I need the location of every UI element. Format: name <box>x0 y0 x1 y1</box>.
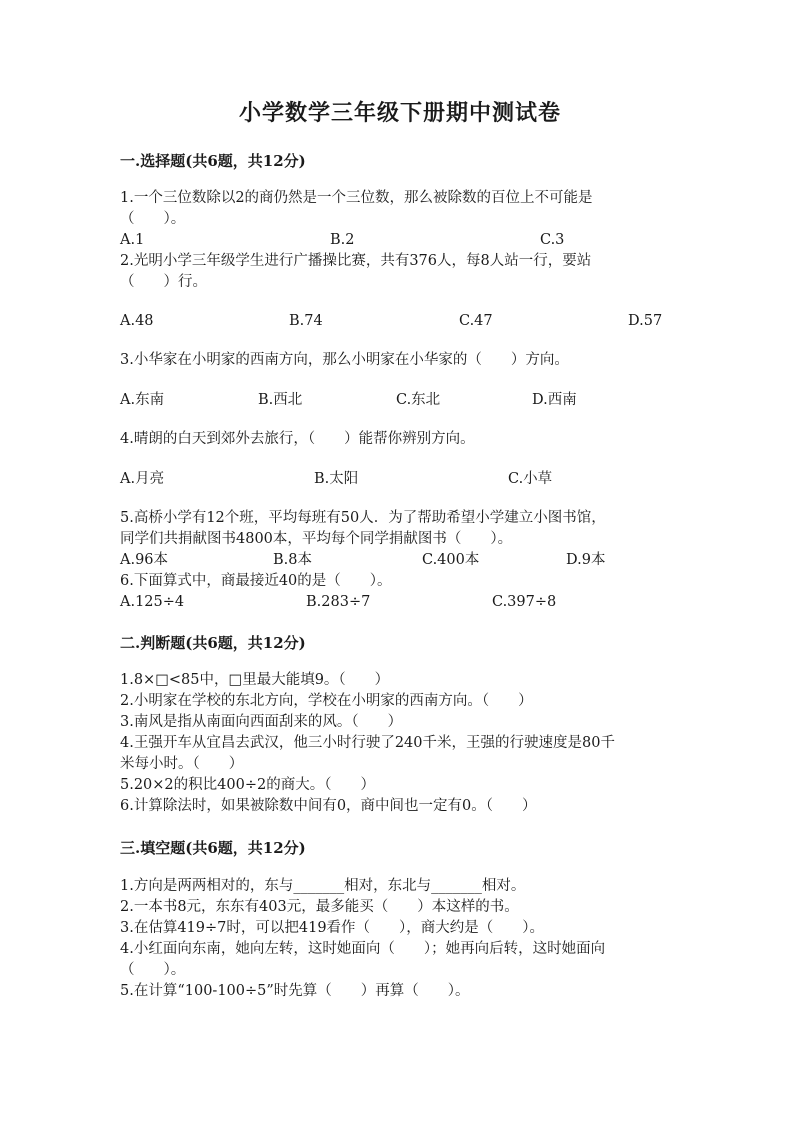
judge-line: 4.王强开车从宜昌去武汉，他三小时行驶了240千米，王强的行驶速度是80千 <box>120 735 615 751</box>
question-text: 2.光明小学三年级学生进行广播操比赛，共有376人，每8人站一行，要站 <box>120 253 592 269</box>
option-b: B.74 <box>289 313 323 329</box>
question-text: 6.下面算式中，商最接近40的是（ ）。 <box>120 573 392 589</box>
option-d: D.57 <box>628 313 663 329</box>
fill-line: 4.小红面向东南，她向左转，这时她面向（ ）；她再向后转，这时她面向 <box>120 941 606 957</box>
question-text: 3.小华家在小明家的西南方向，那么小明家在小华家的（ ）方向。 <box>120 352 569 368</box>
fill-line: 3.在估算419÷7时，可以把419看作（ ），商大约是（ ）。 <box>120 920 545 936</box>
option-c: C.东北 <box>396 392 441 408</box>
option-a: A.48 <box>120 313 154 329</box>
option-a: A.1 <box>120 232 145 248</box>
option-a: A.96本 <box>120 552 169 568</box>
option-b: B.2 <box>330 232 355 248</box>
option-c: C.400本 <box>422 552 480 568</box>
option-b: B.8本 <box>273 552 312 568</box>
option-b: B.283÷7 <box>306 594 371 610</box>
judge-line: 米每小时。（ ） <box>120 756 244 772</box>
option-a: A.东南 <box>120 392 165 408</box>
option-c: C.3 <box>540 232 565 248</box>
section-heading-fill: 三.填空题(共6题，共12分) <box>120 839 306 857</box>
option-a: A.月亮 <box>120 471 165 487</box>
question-text: 同学们共捐献图书4800本，平均每个同学捐献图书（ ）。 <box>120 531 513 547</box>
fill-line: 2.一本书8元，东东有403元，最多能买（ ）本这样的书。 <box>120 899 519 915</box>
judge-line: 1.8×□<85中，□里最大能填9。（ ） <box>120 672 390 688</box>
fill-line: 5.在计算“100-100÷5”时先算（ ）再算（ ）。 <box>120 983 470 999</box>
option-d: D.9本 <box>566 552 606 568</box>
question-text: （ ）。 <box>120 211 186 227</box>
question-text: 4.晴朗的白天到郊外去旅行，（ ）能帮你辨别方向。 <box>120 431 475 447</box>
option-c: C.小草 <box>508 471 553 487</box>
judge-line: 6.计算除法时，如果被除数中间有0，商中间也一定有0。（ ） <box>120 798 537 814</box>
section-heading-judge: 二.判断题(共6题，共12分) <box>120 634 306 652</box>
question-text: 5.高桥小学有12个班，平均每班有50人．为了帮助希望小学建立小图书馆， <box>120 510 606 526</box>
fill-line: 1.方向是两两相对的，东与_______相对，东北与_______相对。 <box>120 878 526 894</box>
option-c: C.47 <box>459 313 493 329</box>
judge-line: 3.南风是指从南面向西面刮来的风。（ ） <box>120 714 403 730</box>
option-a: A.125÷4 <box>120 594 185 610</box>
fill-line: （ ）。 <box>120 962 186 978</box>
option-b: B.太阳 <box>314 471 359 487</box>
option-b: B.西北 <box>258 392 303 408</box>
section-heading-choice: 一.选择题(共6题，共12分) <box>120 152 306 170</box>
question-text: （ ）行。 <box>120 274 207 290</box>
option-d: D.西南 <box>532 392 577 408</box>
question-text: 1.一个三位数除以2的商仍然是一个三位数，那么被除数的百位上不可能是 <box>120 190 593 206</box>
judge-line: 2.小明家在学校的东北方向，学校在小明家的西南方向。（ ） <box>120 693 533 709</box>
page-title: 小学数学三年级下册期中测试卷 <box>238 100 561 126</box>
judge-line: 5.20×2的积比400÷2的商大。（ ） <box>120 777 375 793</box>
option-c: C.397÷8 <box>492 594 557 610</box>
